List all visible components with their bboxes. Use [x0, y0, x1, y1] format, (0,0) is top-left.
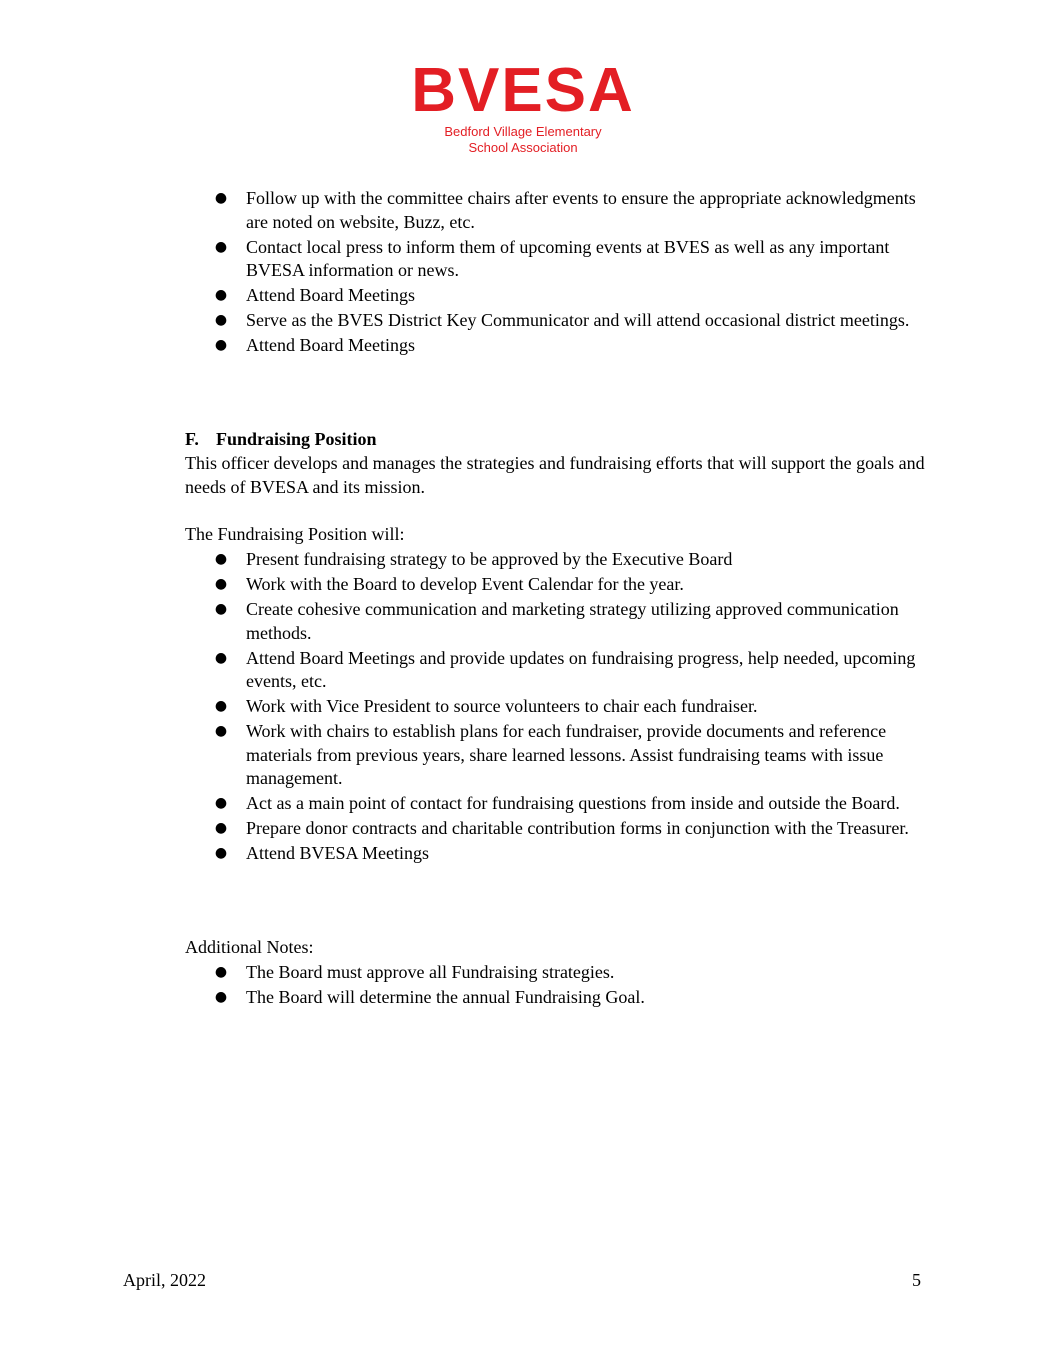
list-item: ● Work with chairs to establish plans for each fundraiser, provide documents and reference materials from previous years, share learned lessons. Assist fundraising teams with issue management. [214, 721, 887, 788]
bullet-icon: ● [214, 337, 228, 353]
notes-list [214, 961, 934, 1011]
list-item: ● Serve as the BVES District Key Communicator and will attend occasional district meetings. [214, 309, 934, 333]
list-item: ● Attend Board Meetings [214, 334, 934, 358]
list-item: ● The Board will determine the annual Fundraising Goal. [214, 986, 934, 1010]
list-item: ● Attend Board Meetings [214, 284, 934, 308]
additional-notes-label: Additional Notes: [185, 937, 314, 957]
bullet-icon: ● [214, 287, 228, 303]
list-item: ● Create cohesive communication and marketing strategy utilizing approved communication methods. [214, 599, 899, 643]
section-heading [185, 428, 377, 452]
page-number: 5 [912, 1270, 921, 1290]
bullet-icon: ● [214, 312, 228, 328]
bullet-icon: ● [214, 649, 228, 666]
list-item: ● The Board must approve all Fundraising strategies. [214, 961, 934, 985]
section-letter: F. [185, 429, 199, 449]
bullet-icon: ● [214, 845, 228, 861]
bullet-icon: ● [214, 964, 228, 980]
list-item: ● Attend Board Meetings and provide updates on fundraising progress, help needed, upcoming events, etc. [214, 647, 916, 691]
duties-list [214, 548, 934, 867]
logo-wordmark: BVESA [411, 56, 635, 125]
footer-date: April, 2022 [123, 1270, 206, 1290]
bullet-icon: ● [214, 601, 228, 617]
bullet-icon: ● [214, 820, 228, 836]
list-item: ● Follow up with the committee chairs after events to ensure the appropriate acknowledgments are noted on website, Buzz, etc. [214, 188, 916, 232]
list-item: ● Prepare donor contracts and charitable contribution forms in conjunction with the Treasurer. [214, 817, 934, 841]
bullet-icon: ● [214, 190, 228, 206]
list-item: ● Act as a main point of contact for fundraising questions from inside and outside the Board. [214, 792, 934, 816]
list-item: ● Contact local press to inform them of upcoming events at BVES as well as any important BVESA information or news. [214, 236, 890, 280]
logo-subtitle-line1: Bedford Village Elementary [444, 124, 602, 139]
duties-intro: The Fundraising Position will: [185, 524, 405, 544]
top-bullet-list [214, 187, 934, 359]
list-item: ● Present fundraising strategy to be approved by the Executive Board [214, 548, 934, 572]
section-description: This officer develops and manages the strategies and fundraising efforts that will support the goals and needs of BVESA and its mission. [185, 453, 925, 497]
bullet-icon: ● [214, 698, 228, 714]
bvesa-logo [300, 58, 746, 156]
bullet-icon: ● [214, 795, 228, 811]
bullet-icon: ● [214, 551, 228, 567]
logo-subtitle-line2: School Association [468, 140, 578, 155]
bullet-icon: ● [214, 723, 228, 739]
bullet-icon: ● [214, 238, 228, 255]
list-item: ● Attend BVESA Meetings [214, 842, 934, 866]
bullet-icon: ● [214, 576, 228, 592]
section-title: Fundraising Position [216, 429, 377, 449]
list-item: ● Work with the Board to develop Event Calendar for the year. [214, 573, 934, 597]
bullet-icon: ● [214, 989, 228, 1005]
list-item: ● Work with Vice President to source volunteers to chair each fundraiser. [214, 695, 934, 719]
